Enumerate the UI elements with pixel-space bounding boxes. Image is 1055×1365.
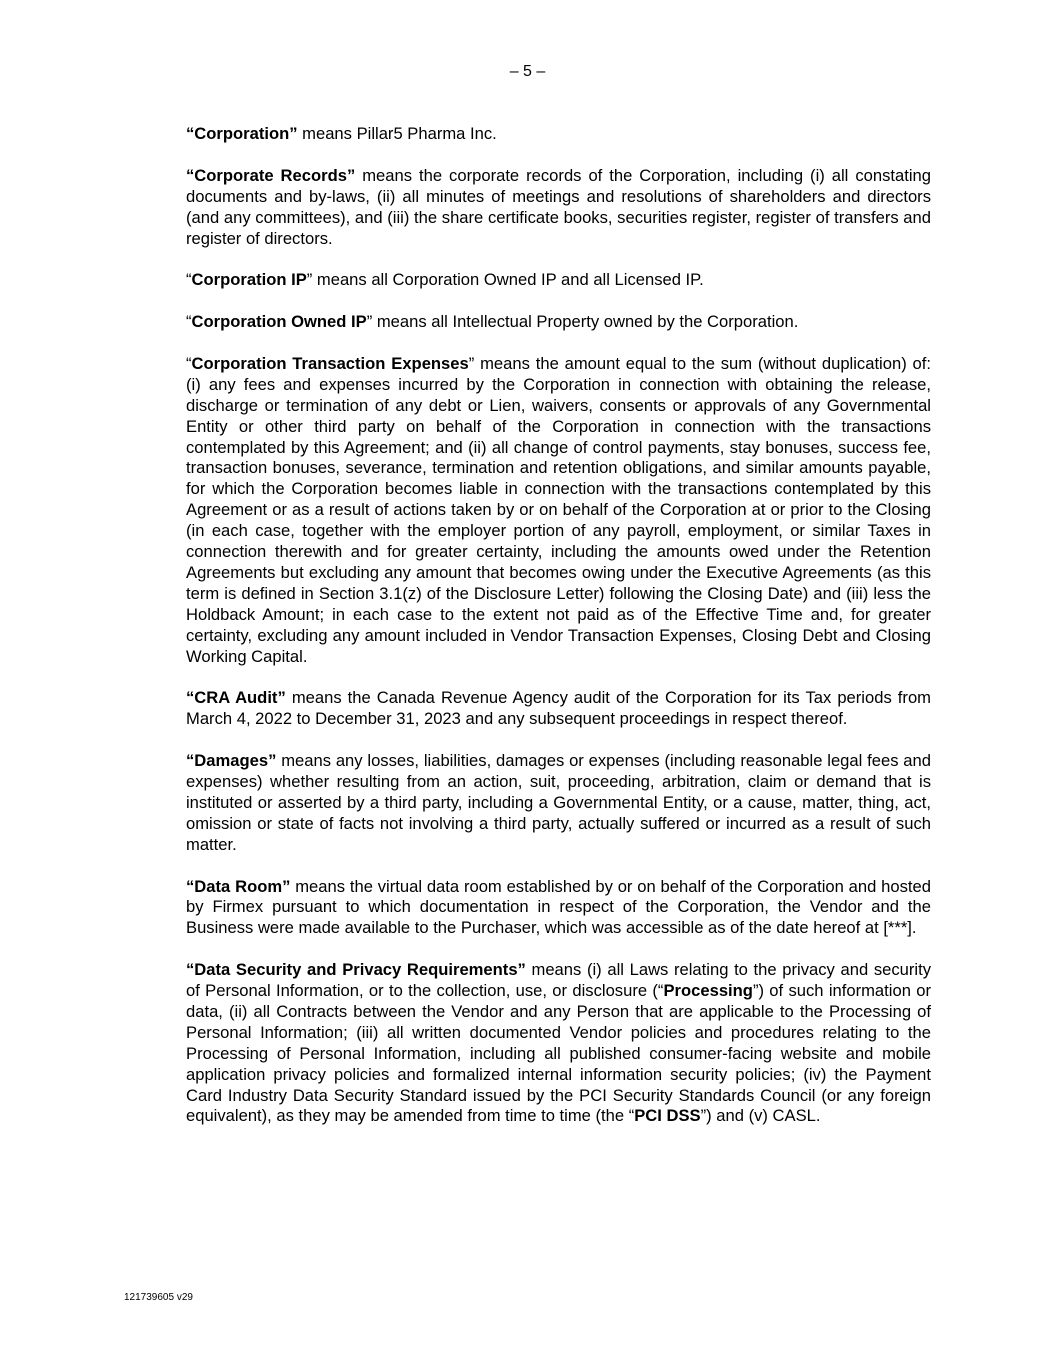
definitions-section — [186, 124, 931, 1148]
defined-term: “CRA Audit” — [186, 688, 286, 708]
definition-data-security-privacy — [186, 960, 931, 1127]
definition-text: ” means the amount equal to the sum (without duplication) of: (i) any fees and expenses incurred by the Corporation in connection with obtaining the release, discharge or termination of any debt or Lien, waivers, consents or approvals of any Governmental Entity or other third party on behalf of the Corporation in connection with the transactions contemplated by this Agreement; and (ii) all change of control payments, stay bonuses, success fee, transaction bonuses, severance, termination and retention obligations, and similar amounts payable, for which the Corporation becomes liable in connection with the transactions contemplated by this Agreement or as a result of actions taken by or on behalf of the Corporation at or prior to the Closing (in each case, together with the employer portion of any payroll, employment, or similar Taxes in connection therewith and for greater certainty, including the amounts owed under the Retention Agreements but excluding any amount that becomes owing under the Executive Agreements (as this term is defined in Section 3.1(z) of the Disclosure Letter) following the Closing Date) and (iii) less the Holdback Amount; in each case to the extent not paid as of the Effective Time and, for greater certainty, excluding any amount included in Vendor Transaction Expenses, Closing Debt and Closing Working Capital. — [186, 353, 931, 666]
definition-text: means the Canada Revenue Agency audit of the Corporation for its Tax periods from March 4, 2022 to December 31, 2023 and any subsequent proceedings in respect thereof. — [186, 688, 931, 729]
document-id: 121739605 v29 — [124, 1292, 193, 1303]
defined-term: PCI DSS — [634, 1106, 701, 1126]
definition-text: means Pillar5 Pharma Inc. — [297, 124, 497, 143]
defined-term: “Corporation” — [186, 124, 298, 143]
definition-text: means the corporate records of the Corporation, including (i) all constating documents and by-laws, (ii) all minutes of meetings and resolutions of shareholders and directors (and any committees), and (iii) the share certificate books, securities register, register of transfers and register of directors. — [186, 165, 931, 248]
definition-text: means (i) all Laws relating to the privacy and security of Personal Information, or to the collection, use, or disclosure (“ — [186, 960, 931, 1001]
defined-term: “Corporate Records” — [186, 165, 356, 185]
definition-corporate-records — [186, 166, 931, 250]
definition-corporation-transaction-expenses — [186, 354, 931, 668]
page-number: – 5 – — [509, 63, 546, 80]
definition-text: ” means all Corporation Owned IP and all Licensed IP. — [306, 270, 704, 290]
defined-term: “Data Room” — [186, 876, 291, 896]
defined-term: Corporation IP — [191, 270, 307, 290]
definition-text: ” means all Intellectual Property owned by the Corporation. — [366, 312, 799, 332]
definition-text: “ — [186, 353, 192, 373]
definition-cra-audit — [186, 688, 931, 730]
defined-term: “Damages” — [186, 751, 277, 771]
definition-corporation-ip — [186, 270, 931, 291]
definition-damages — [186, 751, 931, 856]
definition-text: ”) of such information or data, (ii) all Contracts between the Vendor and any Person that are applicable to the Processing of Personal Information; (iii) all written documented Vendor policies and procedures relating to the Processing of Personal Information, including all published consumer-facing website and mobile application privacy policies and formalized internal information security policies; (iv) the Payment Card Industry Data Security Standard issued by the PCI Security Standards Council (or any foreign equivalent), as they may be amended from time to time (the “ — [186, 981, 931, 1126]
definition-text: means any losses, liabilities, damages or expenses (including reasonable legal fees and expenses) whether resulting from an action, suit, proceeding, arbitration, claim or demand that is instituted or asserted by a third party, including a Governmental Entity, or a cause, matter, thing, act, omission or state of facts not involving a third party, actually suffered or incurred as a result of such matter. — [186, 751, 931, 854]
defined-term: Corporation Owned IP — [191, 312, 367, 332]
definition-text: “ — [186, 312, 192, 332]
definition-corporation-owned-ip — [186, 312, 931, 333]
definition-text: means the virtual data room established by or on behalf of the Corporation and hosted by Firmex pursuant to which documentation in respect of the Corporation, the Vendor and the Business were made available to the Purchaser, which was accessible as of the date hereof at [***]. — [186, 876, 931, 938]
definition-text: ”) and (v) CASL. — [700, 1106, 821, 1126]
definition-data-room — [186, 877, 931, 940]
defined-term: “Data Security and Privacy Requirements” — [186, 960, 526, 980]
definition-corporation — [186, 124, 931, 145]
defined-term: Corporation Transaction Expenses — [191, 353, 469, 373]
definition-text: “ — [186, 270, 192, 290]
defined-term: Processing — [663, 981, 753, 1001]
